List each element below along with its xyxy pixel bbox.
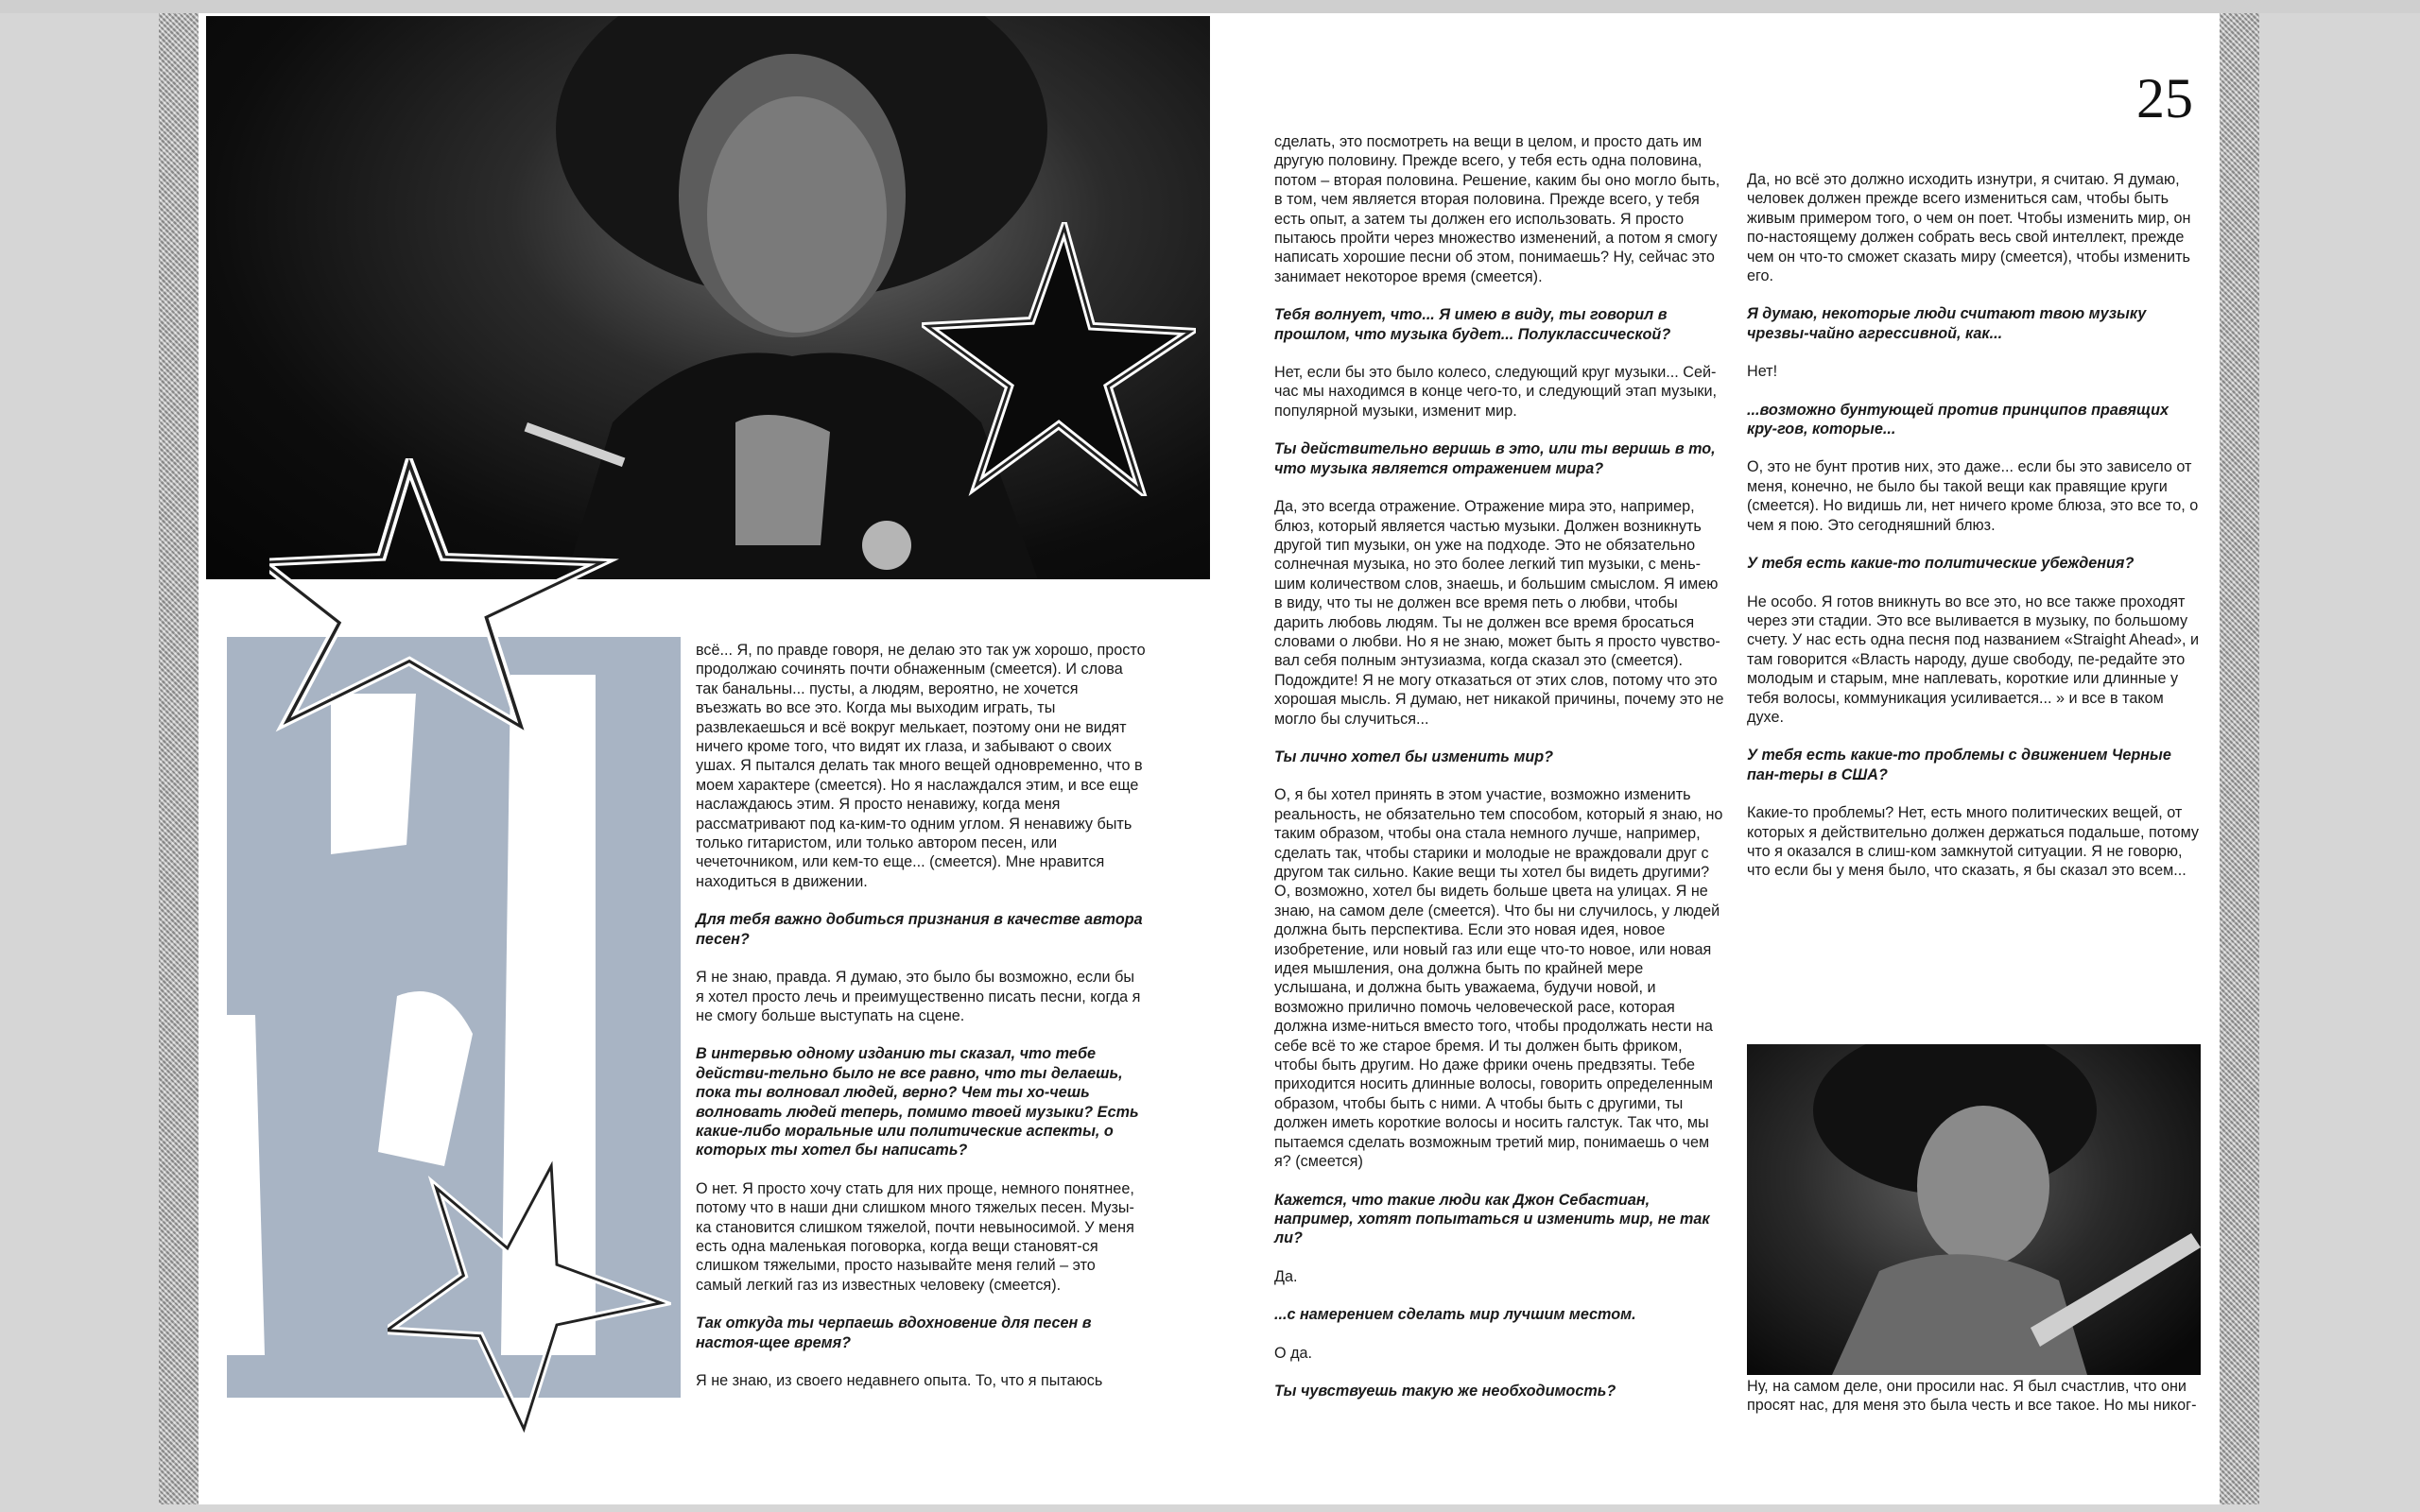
question: Ты чувствуешь такую же необходимость? bbox=[1274, 1382, 1616, 1400]
paragraph: сделать, это посмотреть на вещи в целом, и просто дать им другую половину. Прежде всего, у тебя есть одна половина, потом – вторая половина. Решение, каким бы оно могло быть, в том, чем является вторая половина. Прежде всего, у тебя есть опыт, а затем ты должен его использовать. Я просто пытаюсь пройти через множество изменений, а потом я смогу написать хорошие песни об этом, понимаешь? Ну, сейчас это занимает некоторое время (смеется). bbox=[1274, 133, 1720, 285]
text-column-1 bbox=[696, 641, 1146, 1409]
question: Тебя волнует, что... Я имею в виду, ты говорил в прошлом, что музыка будет... Полуклассической? bbox=[1274, 306, 1671, 343]
guitar-performance-photo bbox=[1747, 1044, 2201, 1375]
paragraph: Ну, на самом деле, они просили нас. Я был счастлив, что они просят нас, для меня это была честь и все такое. Но мы никог- bbox=[1747, 1378, 2197, 1415]
paragraph: О, я бы хотел принять в этом участие, возможно изменить реальность, не обязательно тем способом, который я знаю, но таким образом, чтобы она стала немного лучше, например, сделать так, чтобы старики и молодые не враждовали друг с другом так сильно. Какие вещи ты хотел бы видеть другими? О, возможно, хотел бы видеть больше цвета на улицах. Я не знаю, на самом деле (смеется). Что бы ни случилось, у людей должна быть перспектива. Если это новая идея, новое изобретение, или новый газ или еще что-то новое, или новая идея мышления, она должна быть по крайней мере услышана, и должна быть уважаема, будучи новой, и возможно прилично помочь человеческой расе, которая должна изме-ниться вместо того, чтобы продолжать нести на себе всё то же старое бремя. И ты должен быть фриком, чтобы быть другим. Но даже фрики очень предвзяты. Тебе приходится носить длинные волосы, говорить определенным образом, чтобы быть с ними. А чтобы быть с другими, ты должен иметь короткие волосы и носить галстук. Так что, мы пытаемся сделать возможным третий мир, понимаешь о чем я? (смеется) bbox=[1274, 786, 1723, 1171]
paragraph: Да, но всё это должно исходить изнутри, я считаю. Я думаю, человек должен прежде всего измениться сам, чтобы быть живым примером того, о чем он поет. Чтобы изменить мир, он по-настоящему должен собрать весь свой интеллект, прежде чем он что-то сможет сказать миру (смеется), чтобы изменить его. bbox=[1747, 171, 2191, 285]
page-number: 25 bbox=[2136, 67, 2193, 129]
glitter-border-right bbox=[2220, 13, 2259, 1504]
paragraph: Нет! bbox=[1747, 363, 1778, 381]
question: В интервью одному изданию ты сказал, что тебе действи-тельно было не все равно, что ты делаешь, пока ты волновал людей, верно? Чем ты хо-чешь волновать людей теперь, помимо твоей музыки? Есть какие-либо моральные или политические аспекты, о которых ты хотел бы написать? bbox=[696, 1045, 1139, 1160]
paragraph: всё... Я, по правде говоря, не делаю это так уж хорошо, просто продолжаю сочинять почти обнаженным (смеется). И слова так банальны... пусты, а людям, вероятно, не хочется въезжать во все это. Когда мы выходим играть, ты развлекаешься и всё вокруг мелькает, поэтому они не видят ничего кроме того, что видят их глаза, и забывают о своих ушах. Я пытался делать так много вещей одновременно, что в моем характере (смеется). Но я наслаждался этим, и все еще наслаждаюсь этим. Я просто ненавижу, когда меня рассматривают под ка-ким-то одним углом. Я ненавижу быть только гитаристом, или только автором песен, или чечеточником, или кем-то еще... (смеется). Мне нравится находиться в движении. bbox=[696, 642, 1146, 890]
question: У тебя есть какие-то политические убеждения? bbox=[1747, 555, 2135, 573]
text-column-3 bbox=[1747, 170, 2201, 900]
paragraph: Нет, если бы это было колесо, следующий круг музыки... Сей-час мы находимся в конце чего-то, и следующий этап музыки, популярной музыки, изменит мир. bbox=[1274, 364, 1718, 420]
star-outline-icon bbox=[922, 222, 1196, 496]
question: ...возможно бунтующей против принципов правящих кру-гов, которые... bbox=[1747, 401, 2169, 438]
paragraph: Да, это всегда отражение. Отражение мира это, например, блюз, который является частью музыки. Должен возникнуть другой тип музыки, он уже на подходе. Это не обязательно солнечная музыка, но это более легкий тип музыки, с мень-шим количеством слов, знаешь, и большим смыслом. Я имею в виду, что ты не должен все время петь о любви, чтобы дарить любовь людям. Ты не должен все время бросаться словами о любви. Но я не знаю, может быть я просто чувство-вал себя полным энтузиазма, когда сказал это (смеется). Подождите! Я не могу отказаться от этих слов, потому что это хорошая мысль. Я думаю, нет никакой причины, почему это не могло бы случиться... bbox=[1274, 498, 1724, 728]
star-outline-icon bbox=[388, 1160, 671, 1435]
question: Для тебя важно добиться признания в качестве автора песен? bbox=[696, 911, 1143, 948]
star-outline-icon bbox=[269, 458, 619, 732]
question: Ты лично хотел бы изменить мир? bbox=[1274, 747, 1554, 765]
paragraph: О да. bbox=[1274, 1344, 1313, 1362]
paragraph: Я не знаю, правда. Я думаю, это было бы возможно, если бы я хотел просто лечь и преимущественно писать песни, когда я не смогу больше выступать на сцене. bbox=[696, 969, 1141, 1024]
photo-caption-text bbox=[1747, 1377, 2203, 1416]
paragraph: Не особо. Я готов вникнуть во все это, но все также проходят через эти стадии. Это все выливается в музыку, по большому счету. У нас есть одна песня под названием «Straight Ahead», и там говорится «Власть народу, душе свободу, пе-редайте это молодым и старым, мне наплевать, короткие или длинные у тебя волосы, коммуникация усиливается... » и все в таком духе. bbox=[1747, 593, 2200, 726]
question: Так откуда ты черпаешь вдохновение для песен в настоя-щее время? bbox=[696, 1314, 1092, 1351]
question: Я думаю, некоторые люди считают твою музыку чрезвы-чайно агрессивной, как... bbox=[1747, 305, 2147, 342]
paragraph: О, это не бунт против них, это даже... если бы это зависело от меня, конечно, не было бы такой вещи как правящие круги (смеется). Но видишь ли, нет ничего кроме блюза, это все то, о чем я пою. Это сегодняшний блюз. bbox=[1747, 458, 2199, 534]
question: Кажется, что такие люди как Джон Себастиан, например, хотят попытаться и изменить мир, не так ли? bbox=[1274, 1191, 1710, 1247]
paragraph: Какие-то проблемы? Нет, есть много политических вещей, от которых я действительно должен держаться подальше, потому что я оказался в слиш-ком замкнутой ситуации. Я не говорю, что если бы у меня было, что сказать, я бы сказал это всем... bbox=[1747, 804, 2200, 880]
question: Ты действительно веришь в это, или ты веришь в то, что музыка является отражением мира? bbox=[1274, 440, 1716, 477]
paragraph: Да. bbox=[1274, 1267, 1298, 1285]
question: У тебя есть какие-то проблемы с движением Черные пан-теры в США? bbox=[1747, 747, 2171, 783]
question: ...с намерением сделать мир лучшим местом. bbox=[1274, 1306, 1636, 1324]
viewer-background bbox=[0, 0, 2420, 13]
glitter-border-left bbox=[159, 13, 199, 1504]
text-column-2 bbox=[1274, 132, 1724, 1419]
paragraph: Я не знаю, из своего недавнего опыта. То, что я пытаюсь bbox=[696, 1372, 1103, 1389]
paragraph: О нет. Я просто хочу стать для них проще, немного понятнее, потому что в наши дни слишком много тяжелых песен. Музы-ка становится слишком тяжелой, почти невыносимой. У меня есть одна маленькая поговорка, когда вещи становят-ся слишком тяжелыми, просто называйте меня гелий – это самый легкий газ из известных человеку (смеется). bbox=[696, 1179, 1134, 1294]
